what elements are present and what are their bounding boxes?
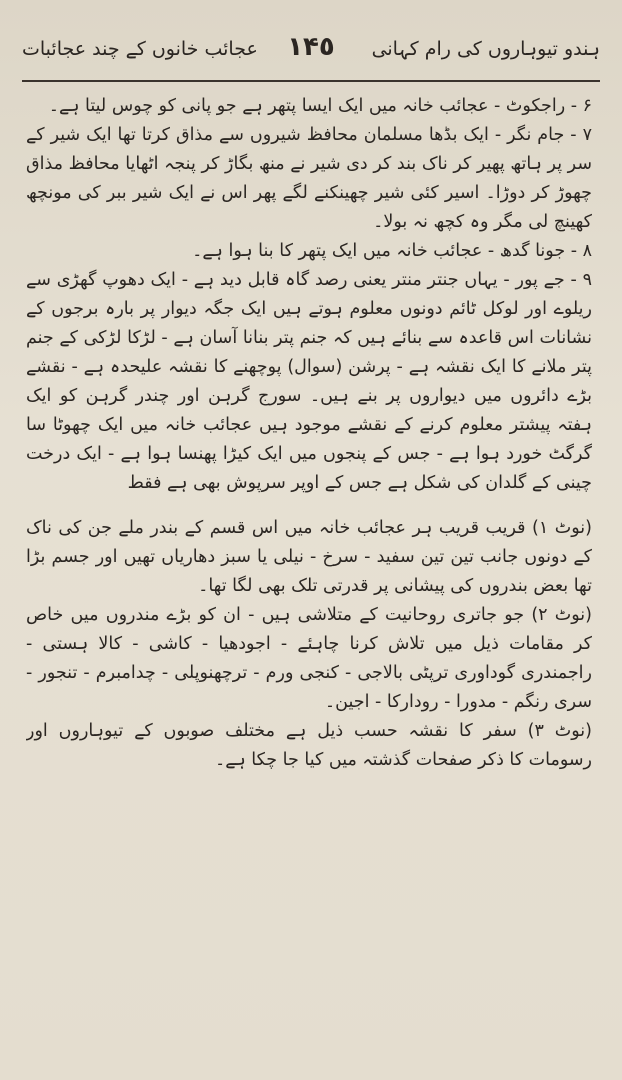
note-3: (نوٹ ۳) سفر کا نقشہ حسب ذیل ہے مختلف صوبوں کے تیوہاروں اور رسومات کا ذکر صفحات گذشتہ میں کیا جا چکا ہے۔ bbox=[26, 721, 592, 770]
paragraph-jamnagar: ۷ - جام نگر - ایک بڈھا مسلمان محافظ شیروں سے مذاق کرتا تھا ایک شیر کے سر پر ہاتھ پھیر کر ناک بند کر دی شیر نے منھ بگاڑ کر پنجہ اٹھایا محافظ مذاق چھوڑ کر دوڑا۔ اسیر کئی شیر چھینکنے لگے پھر اس نے ایک شیر ببر کی مونچھ کھینچ لی مگر وہ کچھ نہ بولا۔ bbox=[26, 125, 592, 232]
running-head-chapter-title: عجائب خانوں کے چند عجائبات bbox=[22, 38, 258, 60]
note-2: (نوٹ ۲) جو جاتری روحانیت کے متلاشی ہیں - ان کو بڑے مندروں میں خاص کر مقامات ذیل میں تلاش کرنا چاہئے - اجودھیا - کاشی - کالا ہستی - راجمندری گوداوری ترپٹی بالاجی - کنجی ورم - ترچھنوپلی - چدامبرم - تنجور - سری رنگم - مدورا - رودارکا - اجین۔ bbox=[26, 605, 592, 712]
paragraph-rajkot: ۶ - راجکوٹ - عجائب خانہ میں ایک ایسا پتھر ہے جو پانی کو چوس لیتا ہے۔ bbox=[48, 96, 592, 116]
running-head-book-title: ہندو تیوہاروں کی رام کہانی bbox=[371, 38, 600, 60]
page-number: ١۴٥ bbox=[287, 32, 335, 62]
paragraph-junagadh: ۸ - جونا گدھ - عجائب خانہ میں ایک پتھر کا بنا ہوا ہے۔ bbox=[192, 241, 592, 261]
page-header bbox=[22, 30, 600, 76]
note-1: (نوٹ ۱) قریب قریب ہر عجائب خانہ میں اس قسم کے بندر ملے جن کی ناک کے دونوں جانب تین تین سفید - سرخ - نیلی یا سبز دھاریاں تھیں اور جسم بڑا تھا بعض بندروں کی پیشانی پر قدرتی تلک بھی لگا تھا۔ bbox=[26, 518, 592, 596]
header-rule bbox=[22, 80, 600, 82]
paragraph-jaipur: ۹ - جے پور - یہاں جنتر منتر یعنی رصد گاہ قابل دید ہے - ایک دھوپ گھڑی سے ریلوے اور لوکل ٹائم دونوں معلوم ہوتے ہیں ایک جگہ دیوار پر بارہ برجوں کے نشانات اس قاعدہ سے بنائے ہیں کہ جنم پتر بنانا آسان ہے - لڑکا لڑکی کے جنم پتر ملانے کا ایک نقشہ ہے - پرشن (سوال) پوچھنے کا نقشہ علیحدہ ہے - نقشے بڑے دائروں میں دیواروں پر بنے ہیں۔ سورج گرہن اور چندر گرہن کو ایک ہفتہ پیشتر معلوم کرنے کے نقشے موجود ہیں عجائب خانہ میں ایک چھوٹا سا گرگٹ خورد ہوا ہے - جس کے پنجوں میں ایک کیڑا پھنسا ہوا ہے - ایک درخت چینی کے گلدان کی شکل ہے جس کے اوپر سرپوش بھی ہے فقط bbox=[26, 270, 592, 493]
page-body bbox=[26, 92, 592, 1050]
